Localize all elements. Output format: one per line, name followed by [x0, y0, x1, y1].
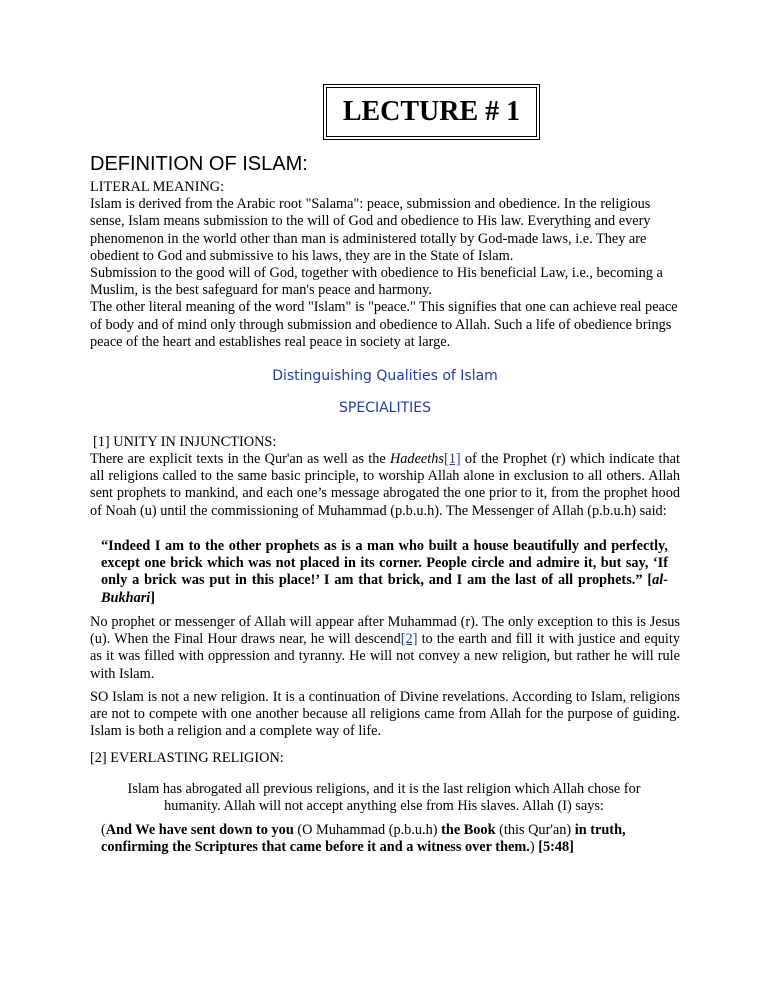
unity-heading: [1] UNITY IN INJUNCTIONS:: [93, 434, 277, 450]
hadith-source: al-Bukhari: [101, 572, 668, 606]
quote-open: (: [101, 822, 106, 838]
prophet-text-b: to the earth and fill it with justice and equity as it was filled with oppression and tyranny. He will not convey a new religion, but rather he will rule with Islam.: [90, 631, 681, 682]
unity-text-a: There are explicit texts in the Qur'an as well as the: [90, 451, 390, 467]
unity-paragraph: [90, 451, 680, 520]
lecture-title-box: [326, 87, 537, 137]
paragraph-1: Islam is derived from the Arabic root "Salama": peace, submission and obedience. In the religious sense, Islam means submission to the will of God and obedience to His law. Everything and every phenomenon in the world other than man is administered totally by God-made laws, i.e. They are obedient to God and submissive to his laws, they are in the State of Islam.: [90, 196, 651, 264]
everlasting-paragraph: Islam has abrogated all previous religions, and it is the last religion which Allah chose for humanity. Allah will not accept anything else from His slaves. Allah (I) says:: [127, 781, 641, 815]
unity-text-b: of the Prophet (r) which indicate that all religions called to the same basic principle, to worship Allah alone in exclusion to all others. Allah sent prophets to mankind, and each one’s message abrogated the one prior to it, from the prophet hood of Noah (u) until the commissioning of Muhammad (p.b.u.h). The Messenger of Allah (p.b.u.h) said:: [90, 451, 680, 519]
continuation-paragraph: SO Islam is not a new religion. It is a continuation of Divine revelations. According to Islam, religions are not to compete with one another because all religions came from Allah for the purpose of guiding. Islam is both a religion and a complete way of life.: [90, 689, 680, 740]
qualities-heading: Distinguishing Qualities of Islam: [272, 368, 498, 384]
paragraph-3: The other literal meaning of the word "Islam" is "peace." This signifies that one can achieve real peace of body and of mind only through submission and obedience to Allah. Such a life of obedience brings peace of the heart and establishes real peace in society at large.: [90, 299, 678, 350]
quote-reference: [5:48]: [538, 839, 574, 856]
hadeeths-term: Hadeeths: [389, 451, 444, 467]
quote-normal-3: ): [529, 839, 539, 856]
literal-meaning-heading: LITERAL MEANING:: [90, 179, 225, 195]
quote-normal-2: (this Qur'an): [495, 822, 575, 838]
hadith-source-close: ]: [150, 589, 156, 606]
quran-quote: [101, 822, 681, 856]
hadith-quote: [101, 538, 668, 607]
quote-bold-2: the Book: [441, 822, 496, 838]
quote-normal-1: (O Muhammad (p.b.u.h): [293, 822, 442, 838]
definition-heading: DEFINITION OF ISLAM:: [90, 153, 308, 175]
lecture-title: LECTURE # 1: [342, 96, 521, 127]
quote-bold-1: And We have sent down to you: [105, 822, 294, 838]
literal-meaning-section: [90, 179, 680, 351]
prophet-text-a: No prophet or messenger of Allah will appear after Muhammad (r). The only exception to this is Jesus (u). When the Final Hour draws near, he will descend: [90, 614, 680, 648]
footnote-link-1[interactable]: [1]: [443, 451, 461, 467]
prophet-paragraph: [90, 614, 680, 683]
quote-bold-3: in truth, confirming the Scriptures that came before it and a witness over them.: [101, 822, 626, 856]
everlasting-heading: [2] EVERLASTING RELIGION:: [90, 750, 284, 766]
footnote-link-2[interactable]: [2]: [400, 631, 418, 648]
paragraph-2: Submission to the good will of God, together with obedience to His beneficial Law, i.e., becoming a Muslim, is the best safeguard for man's peace and harmony.: [90, 265, 663, 299]
specialities-heading: SPECIALITIES: [339, 400, 431, 416]
hadith-quote-text: “Indeed I am to the other prophets as is a man who built a house beautifully and perfectly, except one brick which was not placed in its corner. People circle and admire it, but say, ‘If only a brick was put in this place!’ I am that brick, and I am the last of all prophets.” [: [101, 538, 668, 589]
